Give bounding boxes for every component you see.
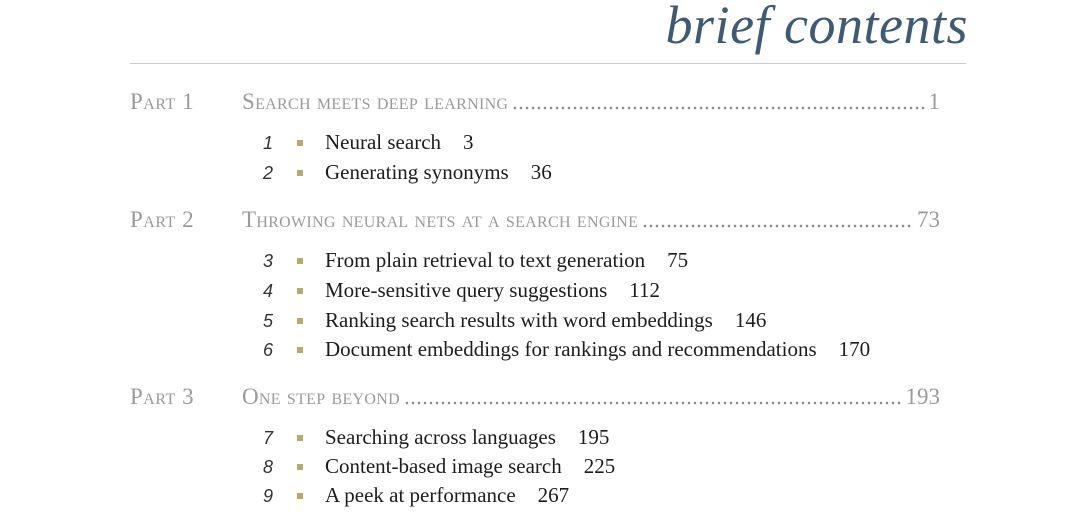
chapter-page-number: 112 xyxy=(629,278,661,302)
chapter-entry[interactable] xyxy=(263,337,870,365)
chapter-number: 2 xyxy=(263,163,274,183)
page-title: brief contents xyxy=(665,0,968,55)
title-divider xyxy=(130,63,966,64)
chapter-entry[interactable] xyxy=(263,425,609,453)
chapter-title: Document embeddings for rankings and recommendations xyxy=(325,337,817,361)
dot-leader xyxy=(512,106,924,110)
chapter-entry[interactable] xyxy=(263,454,615,482)
part-title: One step beyond xyxy=(242,384,400,409)
chapter-number: 8 xyxy=(263,457,274,477)
part-page-number: 1 xyxy=(928,89,940,114)
chapter-number: 6 xyxy=(263,340,274,360)
chapter-entry[interactable] xyxy=(263,278,660,306)
chapter-entry[interactable] xyxy=(263,248,688,276)
square-bullet-icon xyxy=(297,435,303,441)
square-bullet-icon xyxy=(297,493,303,499)
chapter-entry[interactable] xyxy=(263,160,552,188)
square-bullet-icon xyxy=(297,288,303,294)
chapter-title: More-sensitive query suggestions xyxy=(325,278,608,302)
part-label: Part 1 xyxy=(130,89,195,114)
chapter-number: 5 xyxy=(263,311,274,331)
dot-leader xyxy=(642,224,913,228)
chapter-page-number: 36 xyxy=(530,160,552,184)
chapter-page-number: 225 xyxy=(583,454,616,478)
part-heading[interactable] xyxy=(130,384,940,414)
chapter-title: Content-based image search xyxy=(325,454,562,478)
part-heading[interactable] xyxy=(130,207,940,237)
chapter-title: Generating synonyms xyxy=(325,160,509,184)
chapter-entry[interactable] xyxy=(263,130,474,158)
chapter-number: 1 xyxy=(263,133,274,153)
chapter-entry[interactable] xyxy=(263,483,569,511)
chapter-entry[interactable] xyxy=(263,308,766,336)
chapter-page-number: 3 xyxy=(463,130,474,154)
chapter-title: Searching across languages xyxy=(325,425,556,449)
part-title: Throwing neural nets at a search engine xyxy=(242,207,639,232)
square-bullet-icon xyxy=(297,258,303,264)
chapter-number: 7 xyxy=(263,428,274,448)
part-title: Search meets deep learning xyxy=(242,89,509,114)
part-page-number: 193 xyxy=(905,384,940,409)
dot-leader xyxy=(404,401,902,405)
part-label: Part 3 xyxy=(130,384,195,409)
square-bullet-icon xyxy=(297,347,303,353)
part-heading[interactable] xyxy=(130,89,940,119)
chapter-title: Neural search xyxy=(325,130,442,154)
square-bullet-icon xyxy=(297,464,303,470)
chapter-number: 3 xyxy=(263,251,274,271)
chapter-title: From plain retrieval to text generation xyxy=(325,248,646,272)
part-page-number: 73 xyxy=(917,207,940,232)
chapter-page-number: 170 xyxy=(838,337,871,361)
square-bullet-icon xyxy=(297,140,303,146)
chapter-title: A peek at performance xyxy=(325,483,516,507)
square-bullet-icon xyxy=(297,170,303,176)
part-label: Part 2 xyxy=(130,207,195,232)
chapter-page-number: 267 xyxy=(537,483,570,507)
chapter-number: 9 xyxy=(263,486,274,506)
chapter-page-number: 195 xyxy=(577,425,610,449)
square-bullet-icon xyxy=(297,318,303,324)
chapter-number: 4 xyxy=(263,281,274,301)
chapter-page-number: 146 xyxy=(734,308,767,332)
chapter-page-number: 75 xyxy=(667,248,689,272)
chapter-title: Ranking search results with word embeddings xyxy=(325,308,713,332)
